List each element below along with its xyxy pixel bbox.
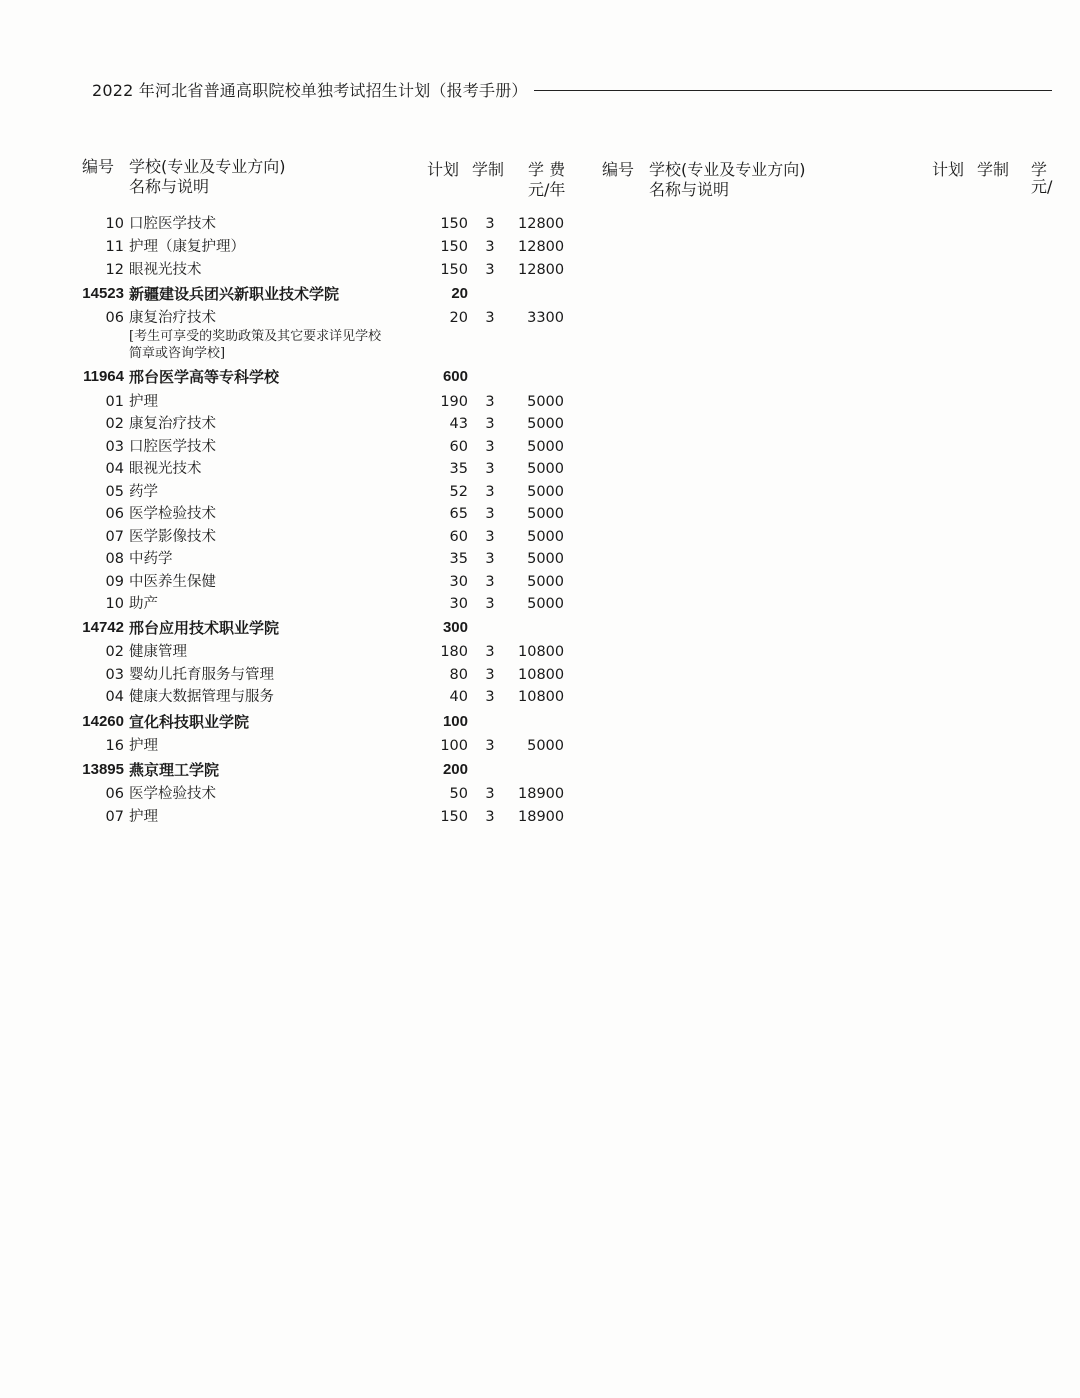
plan-count: 35 (449, 461, 468, 477)
school-name: 宣化科技职业学院 (129, 713, 250, 731)
major-note (129, 328, 429, 362)
years: 3 (485, 596, 495, 612)
plan-count: 60 (449, 529, 468, 545)
col-header-fee-line2-right: 元/ (1031, 177, 1053, 196)
years: 3 (485, 738, 495, 754)
major-name: 医学检验技术 (129, 506, 216, 522)
major-code: 03 (105, 439, 124, 455)
plan-count: 30 (449, 574, 468, 590)
major-code: 08 (105, 551, 124, 567)
plan-count: 20 (449, 310, 468, 326)
major-name: 口腔医学技术 (129, 439, 216, 455)
major-code: 11 (105, 239, 124, 255)
col-header-name-line2: 名称与说明 (129, 177, 210, 196)
plan-count: 50 (449, 786, 468, 802)
plan-count: 150 (440, 239, 468, 255)
tuition-fee: 5000 (527, 506, 564, 522)
school-plan-total: 300 (442, 619, 468, 636)
tuition-fee: 5000 (527, 529, 564, 545)
major-code: 04 (105, 689, 124, 705)
major-name: 护理 (129, 394, 158, 410)
plan-count: 65 (449, 506, 468, 522)
major-code: 06 (105, 506, 124, 522)
tuition-fee: 5000 (527, 551, 564, 567)
plan-count: 150 (440, 216, 468, 232)
tuition-fee: 5000 (527, 394, 564, 410)
tuition-fee: 5000 (527, 461, 564, 477)
major-code: 03 (105, 667, 124, 683)
school-plan-total: 20 (451, 285, 468, 302)
years: 3 (485, 529, 495, 545)
tuition-fee: 10800 (518, 667, 565, 683)
col-header-years: 学制 (472, 160, 505, 179)
plan-count: 35 (449, 551, 468, 567)
tuition-fee: 10800 (518, 644, 565, 660)
tuition-fee: 5000 (527, 439, 564, 455)
years: 3 (485, 786, 495, 802)
major-name: 中医养生保健 (129, 574, 216, 590)
tuition-fee: 5000 (527, 574, 564, 590)
major-code: 07 (105, 529, 124, 545)
major-code: 05 (105, 484, 124, 500)
years: 3 (485, 439, 495, 455)
years: 3 (485, 484, 495, 500)
years: 3 (485, 506, 495, 522)
major-name: 健康大数据管理与服务 (129, 689, 274, 705)
major-note-line1: [考生可享受的奖助政策及其它要求详见学校 (129, 329, 382, 344)
major-code: 07 (105, 809, 124, 825)
page-title: 2022 年河北省普通高职院校单独考试招生计划（报考手册） (92, 80, 528, 100)
major-name: 护理（康复护理） (129, 239, 245, 255)
major-name: 婴幼儿托育服务与管理 (129, 667, 274, 683)
school-code: 14742 (82, 619, 124, 636)
plan-count: 150 (440, 262, 468, 278)
years: 3 (485, 310, 495, 326)
plan-count: 150 (440, 809, 468, 825)
years: 3 (485, 689, 495, 705)
major-name: 眼视光技术 (129, 262, 202, 278)
school-code: 14523 (82, 285, 124, 302)
col-header-fee-line1-right: 学 (1031, 160, 1048, 179)
major-code: 01 (105, 394, 124, 410)
major-name: 口腔医学技术 (129, 216, 216, 232)
years: 3 (485, 239, 495, 255)
school-name: 燕京理工学院 (129, 761, 220, 779)
major-code: 12 (105, 262, 124, 278)
tuition-fee: 5000 (527, 416, 564, 432)
major-name: 护理 (129, 809, 158, 825)
col-header-code: 编号 (82, 157, 115, 176)
years: 3 (485, 574, 495, 590)
years: 3 (485, 644, 495, 660)
major-name: 康复治疗技术 (129, 416, 216, 432)
tuition-fee: 3300 (527, 310, 564, 326)
major-name: 中药学 (129, 551, 173, 567)
school-code: 11964 (83, 368, 124, 385)
plan-count: 190 (440, 394, 468, 410)
plan-count: 180 (440, 644, 468, 660)
major-code: 16 (105, 738, 124, 754)
major-name: 健康管理 (129, 644, 187, 660)
major-name: 眼视光技术 (129, 461, 202, 477)
col-header-code-right: 编号 (602, 160, 635, 179)
major-code: 04 (105, 461, 124, 477)
col-header-name-line1-right: 学校(专业及专业方向) (649, 160, 806, 179)
major-code: 10 (105, 216, 124, 232)
school-name: 邢台医学高等专科学校 (129, 368, 280, 386)
plan-count: 43 (449, 416, 468, 432)
tuition-fee: 10800 (518, 689, 565, 705)
years: 3 (485, 461, 495, 477)
tuition-fee: 5000 (527, 484, 564, 500)
tuition-fee: 12800 (518, 262, 565, 278)
major-code: 06 (105, 786, 124, 802)
major-name: 康复治疗技术 (129, 310, 216, 326)
tuition-fee: 5000 (527, 596, 564, 612)
col-header-fee-line2: 元/年 (528, 180, 566, 199)
plan-count: 100 (440, 738, 468, 754)
plan-count: 30 (449, 596, 468, 612)
col-header-plan: 计划 (427, 160, 460, 179)
years: 3 (485, 809, 495, 825)
tuition-fee: 12800 (518, 239, 565, 255)
years: 3 (485, 667, 495, 683)
major-name: 医学检验技术 (129, 786, 216, 802)
years: 3 (485, 394, 495, 410)
col-header-fee-line1: 学 费 (528, 160, 566, 179)
tuition-fee: 18900 (518, 786, 565, 802)
major-name: 护理 (129, 738, 158, 754)
major-code: 02 (105, 644, 124, 660)
major-code: 10 (105, 596, 124, 612)
col-header-name-line2-right: 名称与说明 (649, 180, 730, 199)
major-code: 06 (105, 310, 124, 326)
school-code: 14260 (82, 713, 124, 730)
school-plan-total: 100 (442, 713, 468, 730)
school-plan-total: 200 (442, 761, 468, 778)
years: 3 (485, 216, 495, 232)
header-rule (534, 90, 1052, 91)
col-header-years-right: 学制 (977, 160, 1010, 179)
school-code: 13895 (82, 761, 124, 778)
years: 3 (485, 262, 495, 278)
major-name: 药学 (129, 484, 158, 500)
school-name: 新疆建设兵团兴新职业技术学院 (129, 285, 340, 303)
plan-count: 52 (449, 484, 468, 500)
plan-count: 40 (449, 689, 468, 705)
major-name: 医学影像技术 (129, 529, 216, 545)
school-name: 邢台应用技术职业学院 (129, 619, 280, 637)
tuition-fee: 5000 (527, 738, 564, 754)
major-code: 02 (105, 416, 124, 432)
tuition-fee: 12800 (518, 216, 565, 232)
col-header-plan-right: 计划 (932, 160, 965, 179)
major-name: 助产 (129, 596, 158, 612)
page-header (92, 76, 1052, 102)
years: 3 (485, 416, 495, 432)
school-plan-total: 600 (442, 368, 468, 385)
plan-count: 80 (449, 667, 468, 683)
years: 3 (485, 551, 495, 567)
major-note-line2: 简章或咨询学校] (129, 346, 226, 361)
major-code: 09 (105, 574, 124, 590)
col-header-name-line1: 学校(专业及专业方向) (129, 157, 286, 176)
plan-count: 60 (449, 439, 468, 455)
tuition-fee: 18900 (518, 809, 565, 825)
